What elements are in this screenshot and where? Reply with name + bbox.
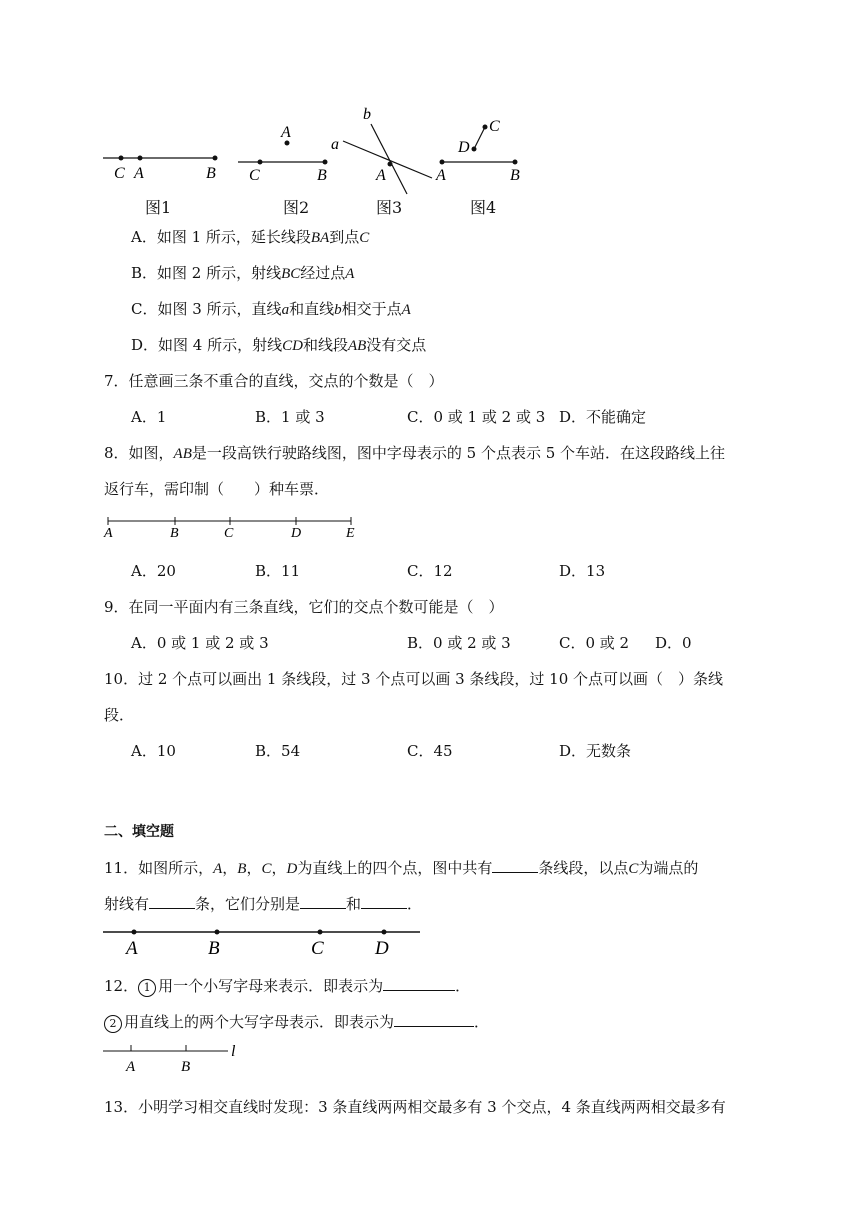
q10-option-c: C．45 (407, 742, 453, 760)
label-l: l (231, 1043, 236, 1060)
label-b: B (181, 1059, 191, 1075)
answer-blank[interactable] (492, 858, 538, 873)
circled-number-2: 2 (104, 1015, 122, 1033)
label-a: A (281, 124, 291, 141)
q6-option-a: A．如图 1 所示，延长线段BA到点C (131, 228, 370, 246)
answer-blank[interactable] (394, 1012, 474, 1027)
point-d (472, 147, 477, 152)
label-a: A (104, 526, 113, 541)
q10-option-d: D．无数条 (559, 742, 632, 760)
answer-blank[interactable] (361, 894, 407, 909)
q6-option-b: B．如图 2 所示，射线BC经过点A (131, 264, 355, 282)
q12-figure (0, 1040, 260, 1080)
answer-blank[interactable] (300, 894, 346, 909)
point-a (138, 156, 143, 161)
label-a: A (126, 1059, 136, 1075)
point-b (323, 160, 328, 165)
label-c: C (224, 526, 234, 541)
q9-option-a: A．0 或 1 或 2 或 3 (131, 634, 269, 652)
caption-fig2: 图2 (283, 198, 310, 217)
q8-stem: 8．如图，AB是一段高铁行驶路线图，图中字母表示的 5 个点表示 5 个车站．在这段路线上往 (104, 444, 726, 462)
label-a: A (126, 938, 138, 959)
q7-option-b: B．1 或 3 (255, 408, 325, 426)
label-a-line: a (331, 136, 339, 153)
top-figures (0, 0, 868, 230)
label-e: E (346, 526, 355, 541)
q12-line2: 2 用直线上的两个大写字母表示．即表示为 ． (104, 1011, 489, 1033)
q8-option-d: D．13 (559, 562, 606, 580)
q7-option-a: A．1 (131, 408, 167, 426)
q10-stem-line2: 段． (104, 706, 135, 724)
q8-option-b: B．11 (255, 562, 301, 580)
q7-stem: 7．任意画三条不重合的直线，交点的个数是（ ） (104, 372, 444, 390)
point-a (440, 160, 445, 165)
q12-line1: 12． 1 用一个小写字母来表示．即表示为 ． (104, 977, 471, 995)
q7-option-d: D．不能确定 (559, 408, 647, 426)
label-c: C (489, 118, 500, 135)
label-a-point: A (376, 167, 386, 184)
label-d: D (291, 526, 302, 541)
q11-figure (0, 920, 440, 960)
label-b: B (206, 165, 216, 182)
q9-option-d: D．0 (655, 634, 692, 652)
figure-2 (238, 124, 328, 184)
label-b: B (170, 526, 179, 541)
q10-option-a: A．10 (131, 742, 176, 760)
label-d: D (375, 938, 389, 959)
q8-option-a: A．20 (131, 562, 176, 580)
q11-stem: 11．如图所示，A，B，C，D为直线上的四个点，图中共有 条线段，以点C为端点的 (104, 859, 699, 877)
q7-option-c: C．0 或 1 或 2 或 3 (407, 408, 546, 426)
point-c (258, 160, 263, 165)
figure-1 (103, 156, 218, 183)
label-a: A (134, 165, 144, 182)
q8-option-c: C．12 (407, 562, 453, 580)
point-b (513, 160, 518, 165)
point-c (483, 125, 488, 130)
caption-fig4: 图4 (470, 198, 497, 217)
circled-number-1: 1 (138, 979, 156, 997)
q8-figure (0, 505, 400, 545)
section-title-fill-in: 二、填空题 (104, 824, 174, 840)
q9-option-c: C．0 或 2 (559, 634, 630, 652)
q10-option-b: B．54 (255, 742, 301, 760)
q11-stem-line2: 射线有 条，它们分别是 和 ． (104, 895, 423, 913)
caption-fig1: 图1 (145, 198, 172, 217)
q9-option-b: B．0 或 2 或 3 (407, 634, 511, 652)
point-a (285, 141, 290, 146)
label-b: B (317, 167, 327, 184)
q10-stem: 10．过 2 个点可以画出 1 条线段，过 3 个点可以画 3 条线段，过 10 个点可以画（ ）条线 (104, 670, 724, 688)
figure-3 (331, 106, 432, 194)
q9-stem: 9．在同一平面内有三条直线，它们的交点个数可能是（ ） (104, 598, 504, 616)
q6-option-c: C．如图 3 所示，直线a和直线b相交于点A (131, 300, 411, 318)
point-a (388, 162, 393, 167)
point-c (119, 156, 124, 161)
label-c: C (114, 165, 125, 182)
label-c: C (249, 167, 260, 184)
q6-option-d: D．如图 4 所示，射线CD和线段AB没有交点 (131, 336, 427, 354)
label-c: C (311, 938, 324, 959)
label-a: A (436, 167, 446, 184)
q13-stem: 13．小明学习相交直线时发现：3 条直线两两相交最多有 3 个交点，4 条直线两两相交最多有 (104, 1098, 726, 1116)
label-b: b (363, 106, 371, 123)
answer-blank[interactable] (383, 976, 455, 991)
caption-fig3: 图3 (376, 198, 403, 217)
figure-4 (435, 118, 520, 184)
answer-blank[interactable] (149, 894, 195, 909)
label-b: B (510, 167, 520, 184)
label-d: D (458, 139, 470, 156)
label-b: B (208, 938, 220, 959)
q8-stem-line2: 返行车，需印制（ ）种车票． (104, 480, 330, 498)
point-b (213, 156, 218, 161)
